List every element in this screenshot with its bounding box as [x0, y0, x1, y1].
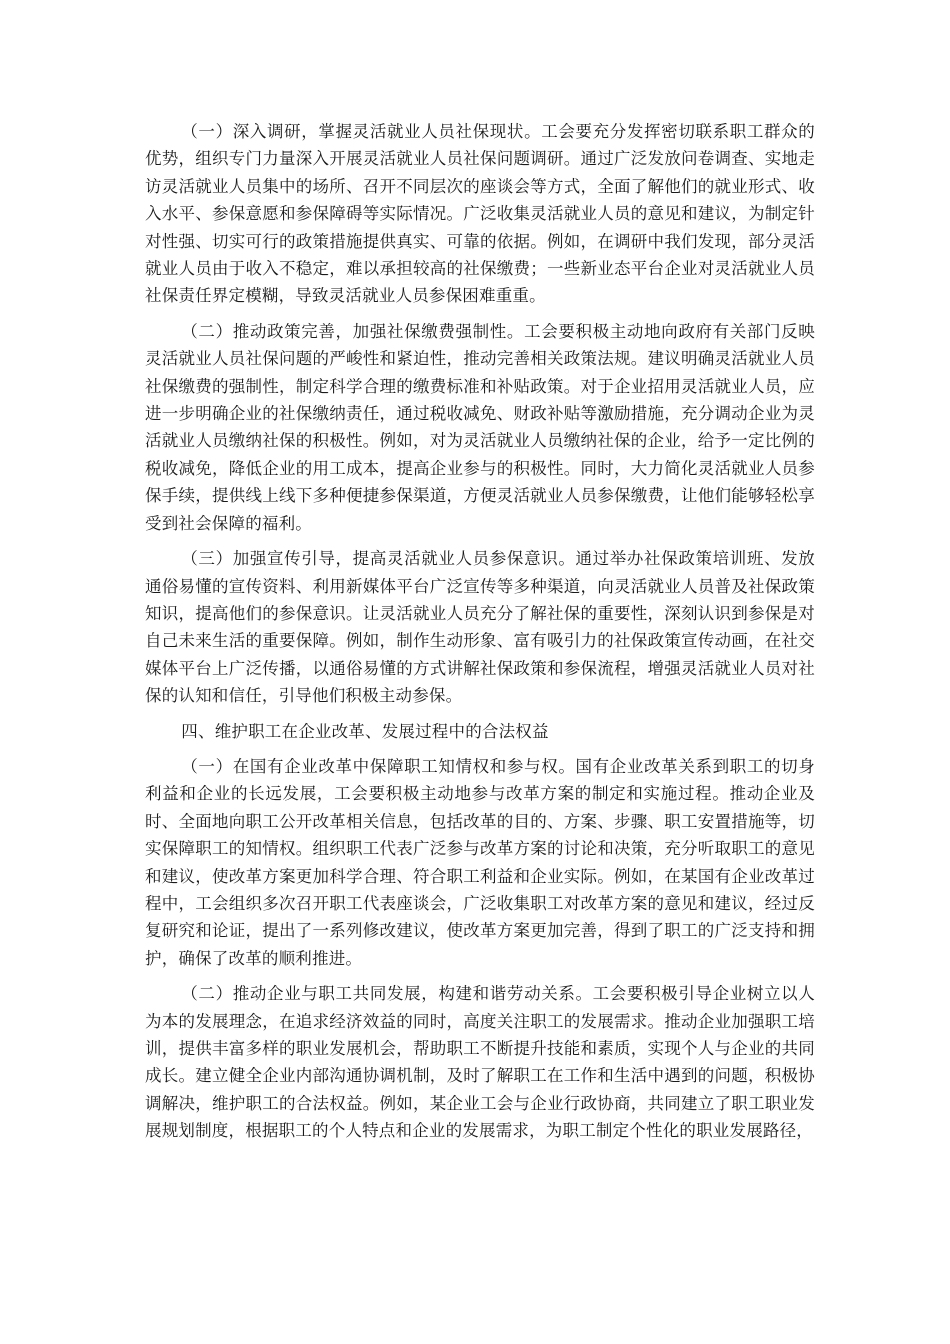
section-paragraph-1: （一）在国有企业改革中保障职工知情权和参与权。国有企业改革关系到职工的切身利益和企业的长远发展，工会要积极主动地参与改革方案的制定和实施过程。推动企业及时、全面地向职工公开改革相关信息，包括改革的目的、方案、步骤、职工安置措施等，切实保障职工的知情权。组织职工代表广泛参与改革方案的讨论和决策，充分听取职工的意见和建议，使改革方案更加科学合理、符合职工利益和企业实际。例如，在某国有企业改革过程中，工会组织多次召开职工代表座谈会，广泛收集职工对改革方案的意见和建议，经过反复研究和论证，提出了一系列修改建议，使改革方案更加完善，得到了职工的广泛支持和拥护，确保了改革的顺利推进。	[145, 756, 815, 968]
paragraph-2: （二）推动政策完善，加强社保缴费强制性。工会要积极主动地向政府有关部门反映灵活就业人员社保问题的严峻性和紧迫性，推动完善相关政策法规。建议明确灵活就业人员社保缴费的强制性，制定科学合理的缴费标准和补贴政策。对于企业招用灵活就业人员，应进一步明确企业的社保缴纳责任，通过税收减免、财政补贴等激励措施，充分调动企业为灵活就业人员缴纳社保的积极性。例如，对为灵活就业人员缴纳社保的企业，给予一定比例的税收减免，降低企业的用工成本，提高企业参与的积极性。同时，大力简化灵活就业人员参保手续，提供线上线下多种便捷参保渠道，方便灵活就业人员参保缴费，让他们能够轻松享受到社会保障的福利。	[145, 321, 815, 533]
paragraph-1: （一）深入调研，掌握灵活就业人员社保现状。工会要充分发挥密切联系职工群众的优势，组织专门力量深入开展灵活就业人员社保问题调研。通过广泛发放问卷调查、实地走访灵活就业人员集中的场所、召开不同层次的座谈会等方式，全面了解他们的就业形式、收入水平、参保意愿和参保障碍等实际情况。广泛收集灵活就业人员的意见和建议，为制定针对性强、切实可行的政策措施提供真实、可靠的依据。例如，在调研中我们发现，部分灵活就业人员由于收入不稳定，难以承担较高的社保缴费；一些新业态平台企业对灵活就业人员社保责任界定模糊，导致灵活就业人员参保困难重重。	[145, 122, 815, 306]
document-page	[145, 118, 815, 1153]
section-paragraph-2: （二）推动企业与职工共同发展，构建和谐劳动关系。工会要积极引导企业树立以人为本的发展理念，在追求经济效益的同时，高度关注职工的发展需求。推动企业加强职工培训，提供丰富多样的职业发展机会，帮助职工不断提升技能和素质，实现个人与企业的共同成长。建立健全企业内部沟通协调机制，及时了解职工在工作和生活中遇到的问题，积极协调解决，维护职工的合法权益。例如，某企业工会与企业行政协商，共同建立了职工职业发展规划制度，根据职工的个人特点和企业的发展需求，为职工制定个性化的职业发展路径，	[145, 984, 815, 1141]
section-heading: 四、维护职工在企业改革、发展过程中的合法权益	[181, 721, 549, 741]
paragraph-3: （三）加强宣传引导，提高灵活就业人员参保意识。通过举办社保政策培训班、发放通俗易懂的宣传资料、利用新媒体平台广泛宣传等多种渠道，向灵活就业人员普及社保政策知识，提高他们的参保意识。让灵活就业人员充分了解社保的重要性，深刻认识到参保是对自己未来生活的重要保障。例如，制作生动形象、富有吸引力的社保政策宣传动画，在社交媒体平台上广泛传播，以通俗易懂的方式讲解社保政策和参保流程，增强灵活就业人员对社保的认知和信任，引导他们积极主动参保。	[145, 549, 815, 706]
